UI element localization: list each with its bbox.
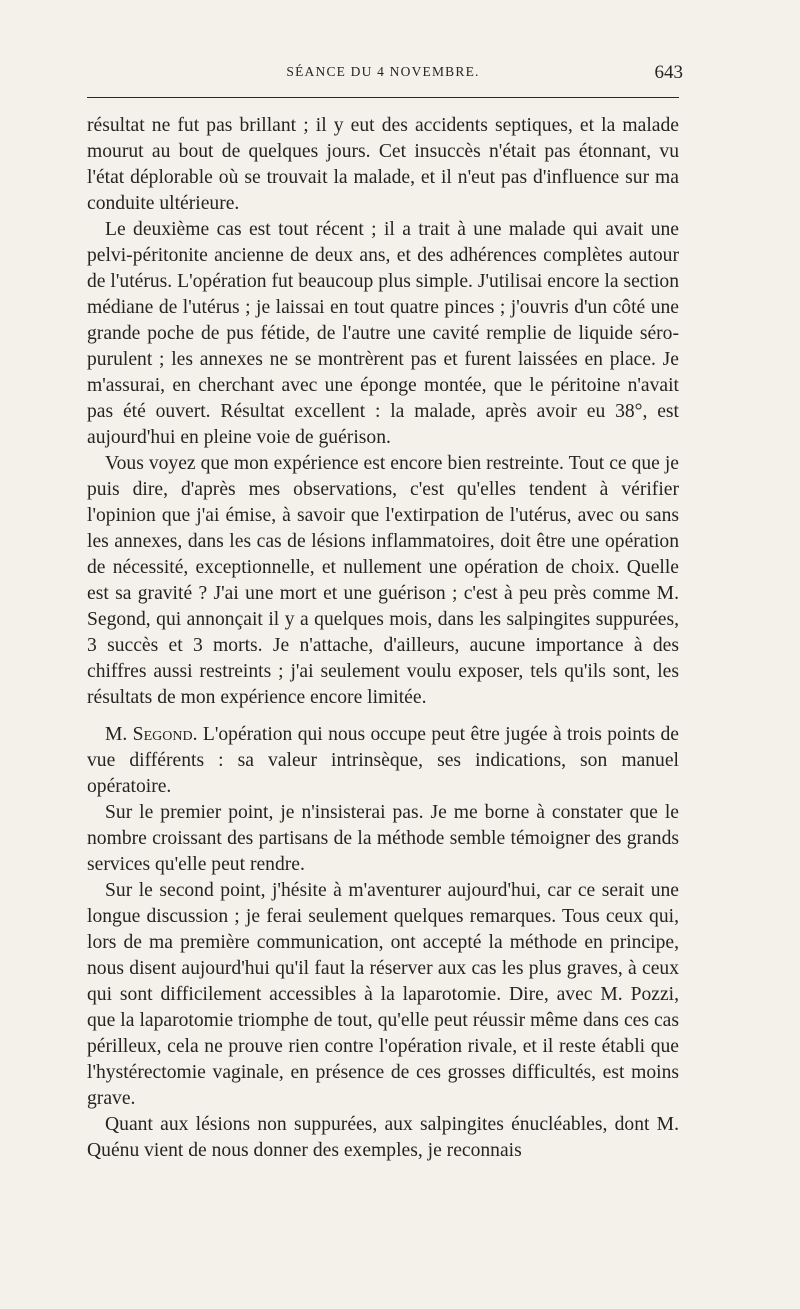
paragraph-6: Sur le second point, j'hésite à m'aventurer aujourd'hui, car ce serait une longue discussion ; je ferai seulement quelques remarques. Tous ceux qui, lors de ma première communication, ont accepté la méthode en principe, nous disent aujourd'hui qu'il faut la réserver aux cas les plus graves, à ceux qui sont difficilement accessibles à la laparotomie. Dire, avec M. Pozzi, que la laparotomie triomphe de tout, qu'elle peut réussir même dans ces cas périlleux, cela ne prouve rien contre l'opération rivale, et il reste établi que l'hystérectomie vaginale, en présence de ces grosses difficultés, est moins grave. [87, 880, 679, 1109]
paragraph-7: Quant aux lésions non suppurées, aux salpingites énucléables, dont M. Quénu vient de nous donner des exemples, je reconnais [87, 1114, 679, 1161]
running-title: SÉANCE DU 4 NOVEMBRE. [286, 64, 480, 79]
paragraph-5: Sur le premier point, je n'insisterai pas. Je me borne à constater que le nombre croissant des partisans de la méthode semble témoigner des grands services qu'elle peut rendre. [87, 802, 679, 875]
body-text [87, 113, 679, 1164]
paragraph-4-text: L'opération qui nous occupe peut être jugée à trois points de vue différents : sa valeur intrinsèque, ses indications, son manuel opératoire. [87, 724, 679, 797]
paragraph-4 [87, 722, 679, 800]
paragraph-2: Le deuxième cas est tout récent ; il a trait à une malade qui avait une pelvi-péritonite ancienne de deux ans, et des adhérences complètes autour de l'utérus. L'opération fut beaucoup plus simple. J'utilisai encore la section médiane de l'utérus ; je laissai en tout quatre pinces ; j'ouvris d'un côté une grande poche de pus fétide, de l'autre une cavité remplie de liquide séro-purulent ; les annexes ne se montrèrent pas et furent laissées en place. Je m'assurai, en cherchant avec une éponge montée, que le péritoine n'avait pas été ouvert. Résultat excellent : la malade, après avoir eu 38°, est aujourd'hui en pleine voie de guérison. [87, 219, 679, 448]
running-header [87, 62, 683, 86]
paragraph-3: Vous voyez que mon expérience est encore bien restreinte. Tout ce que je puis dire, d'après mes observations, c'est qu'elles tendent à vérifier l'opinion que j'ai émise, à savoir que l'extirpation de l'utérus, avec ou sans les annexes, dans les cas de lésions inflammatoires, doit être une opération de nécessité, exceptionnelle, et nullement une opération de choix. Quelle est sa gravité ? J'ai une mort et une guérison ; c'est à peu près comme M. Segond, qui annonçait il y a quelques mois, dans les salpingites suppurées, 3 succès et 3 morts. Je n'attache, d'ailleurs, aucune importance à des chiffres aussi restreints ; j'ai seulement voulu exposer, tels qu'ils sont, les résultats de mon expérience encore limitée. [87, 453, 679, 708]
header-rule [87, 97, 679, 98]
paragraph-1: résultat ne fut pas brillant ; il y eut des accidents septiques, et la malade mourut au bout de quelques jours. Cet insuccès n'était pas étonnant, vu l'état déplorable où se trouvait la malade, et il n'eut pas d'influence sur ma conduite ultérieure. [87, 115, 679, 214]
speaker-name: M. Segond. [105, 724, 198, 745]
page-number: 643 [654, 62, 683, 83]
